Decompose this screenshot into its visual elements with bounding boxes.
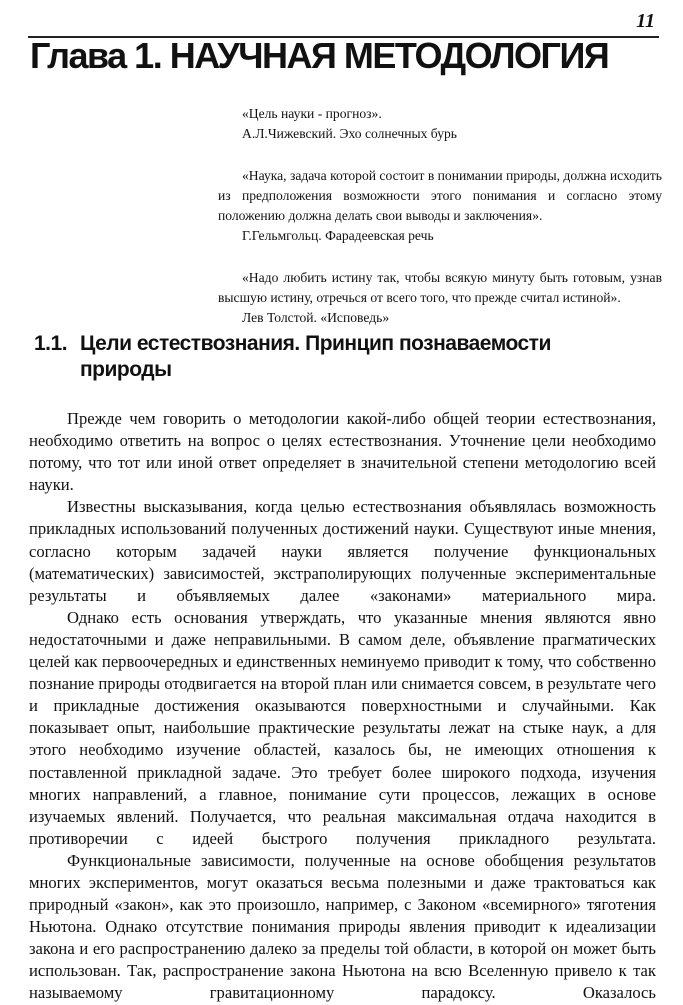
epigraphs — [218, 104, 662, 350]
epigraph-author: Лев Толстой. «Исповедь» — [242, 310, 390, 325]
epigraph-quote: «Надо любить истину так, чтобы всякую минуту быть готовым, узнав высшую истину, отречься от всего того, что прежде считал истиной». — [218, 270, 662, 305]
body-text — [29, 408, 656, 1005]
epigraph-helmholtz — [218, 166, 662, 246]
section-title-line2: природы — [80, 358, 172, 381]
paragraph: Функциональные зависимости, полученные на основе обобщения результатов многих экспериментов, могут оказаться весьма полезными и даже трактоваться как природный «закон», как это произошло, например, с Законом «всемирного» тяготения Ньютона. Однако отсутствие понимания природы явления приводит к идеализации закона и его распространению далеко за пределы той области, в которой он может быть использован. Так, распространение закона Ньютона на всю Вселенную привело к так называемому гравитационному парадоксу. Оказалось — [29, 850, 656, 1003]
chapter-title: Глава 1. НАУЧНАЯ МЕТОДОЛОГИЯ — [30, 35, 609, 76]
epigraph-author: Г.Гельмгольц. Фарадеевская речь — [242, 228, 434, 243]
epigraph-tolstoy — [218, 268, 662, 328]
paragraph: Прежде чем говорить о методологии какой-либо общей теории естествознания, необходимо ответить на вопрос о целях естествознания. Уточнение цели необходимо потому, что тот или иной ответ определяет в значительной степени методологию всей науки. — [29, 409, 656, 495]
epigraph-chizhevsky — [242, 104, 662, 144]
section-number: 1.1. — [34, 332, 68, 355]
epigraph-quote: «Наука, задача которой состоит в понимании природы, должна исходить из предположения возможности этого понимания и согласно этому положению должна делать свои выводы и заключения». — [218, 168, 662, 223]
paragraph: Однако есть основания утверждать, что указанные мнения являются явно недостаточными и даже неправильными. В самом деле, объявление прагматических целей как первоочередных и единственных неминуемо приводит к тому, что собственно познание природы отодвигается на второй план или снимается совсем, в результате чего и прикладные достижения оказываются поверхностными и случайными. Как показывает опыт, наибольшие практические результаты лежат на стыке наук, а для этого необходимо изучение областей, казалось бы, не имеющих отношения к поставленной прикладной задаче. Это требует более широкого подхода, изучения многих направлений, а главное, понимание сути процессов, лежащих в основе изучаемых явлений. Получается, что реальная максимальная отдача находится в противоречии с идеей быстрого получения прикладного результата. — [29, 607, 656, 848]
epigraph-author: А.Л.Чижевский. Эхо солнечных бурь — [242, 126, 457, 141]
section-title — [34, 331, 644, 383]
epigraph-quote: «Цель науки - прогноз». — [242, 106, 382, 121]
section-title-line1: Цели естествознания. Принцип познаваемости — [80, 332, 551, 355]
paragraph: Известны высказывания, когда целью естествознания объявлялась возможность прикладных использований полученных достижений науки. Существуют иные мнения, согласно которым задачей науки является получение функциональных (математических) зависимостей, экстраполирующих полученные экспериментальные результаты и объявляемых далее «законами» материального мира. — [29, 497, 656, 605]
page-number: 11 — [636, 10, 655, 32]
